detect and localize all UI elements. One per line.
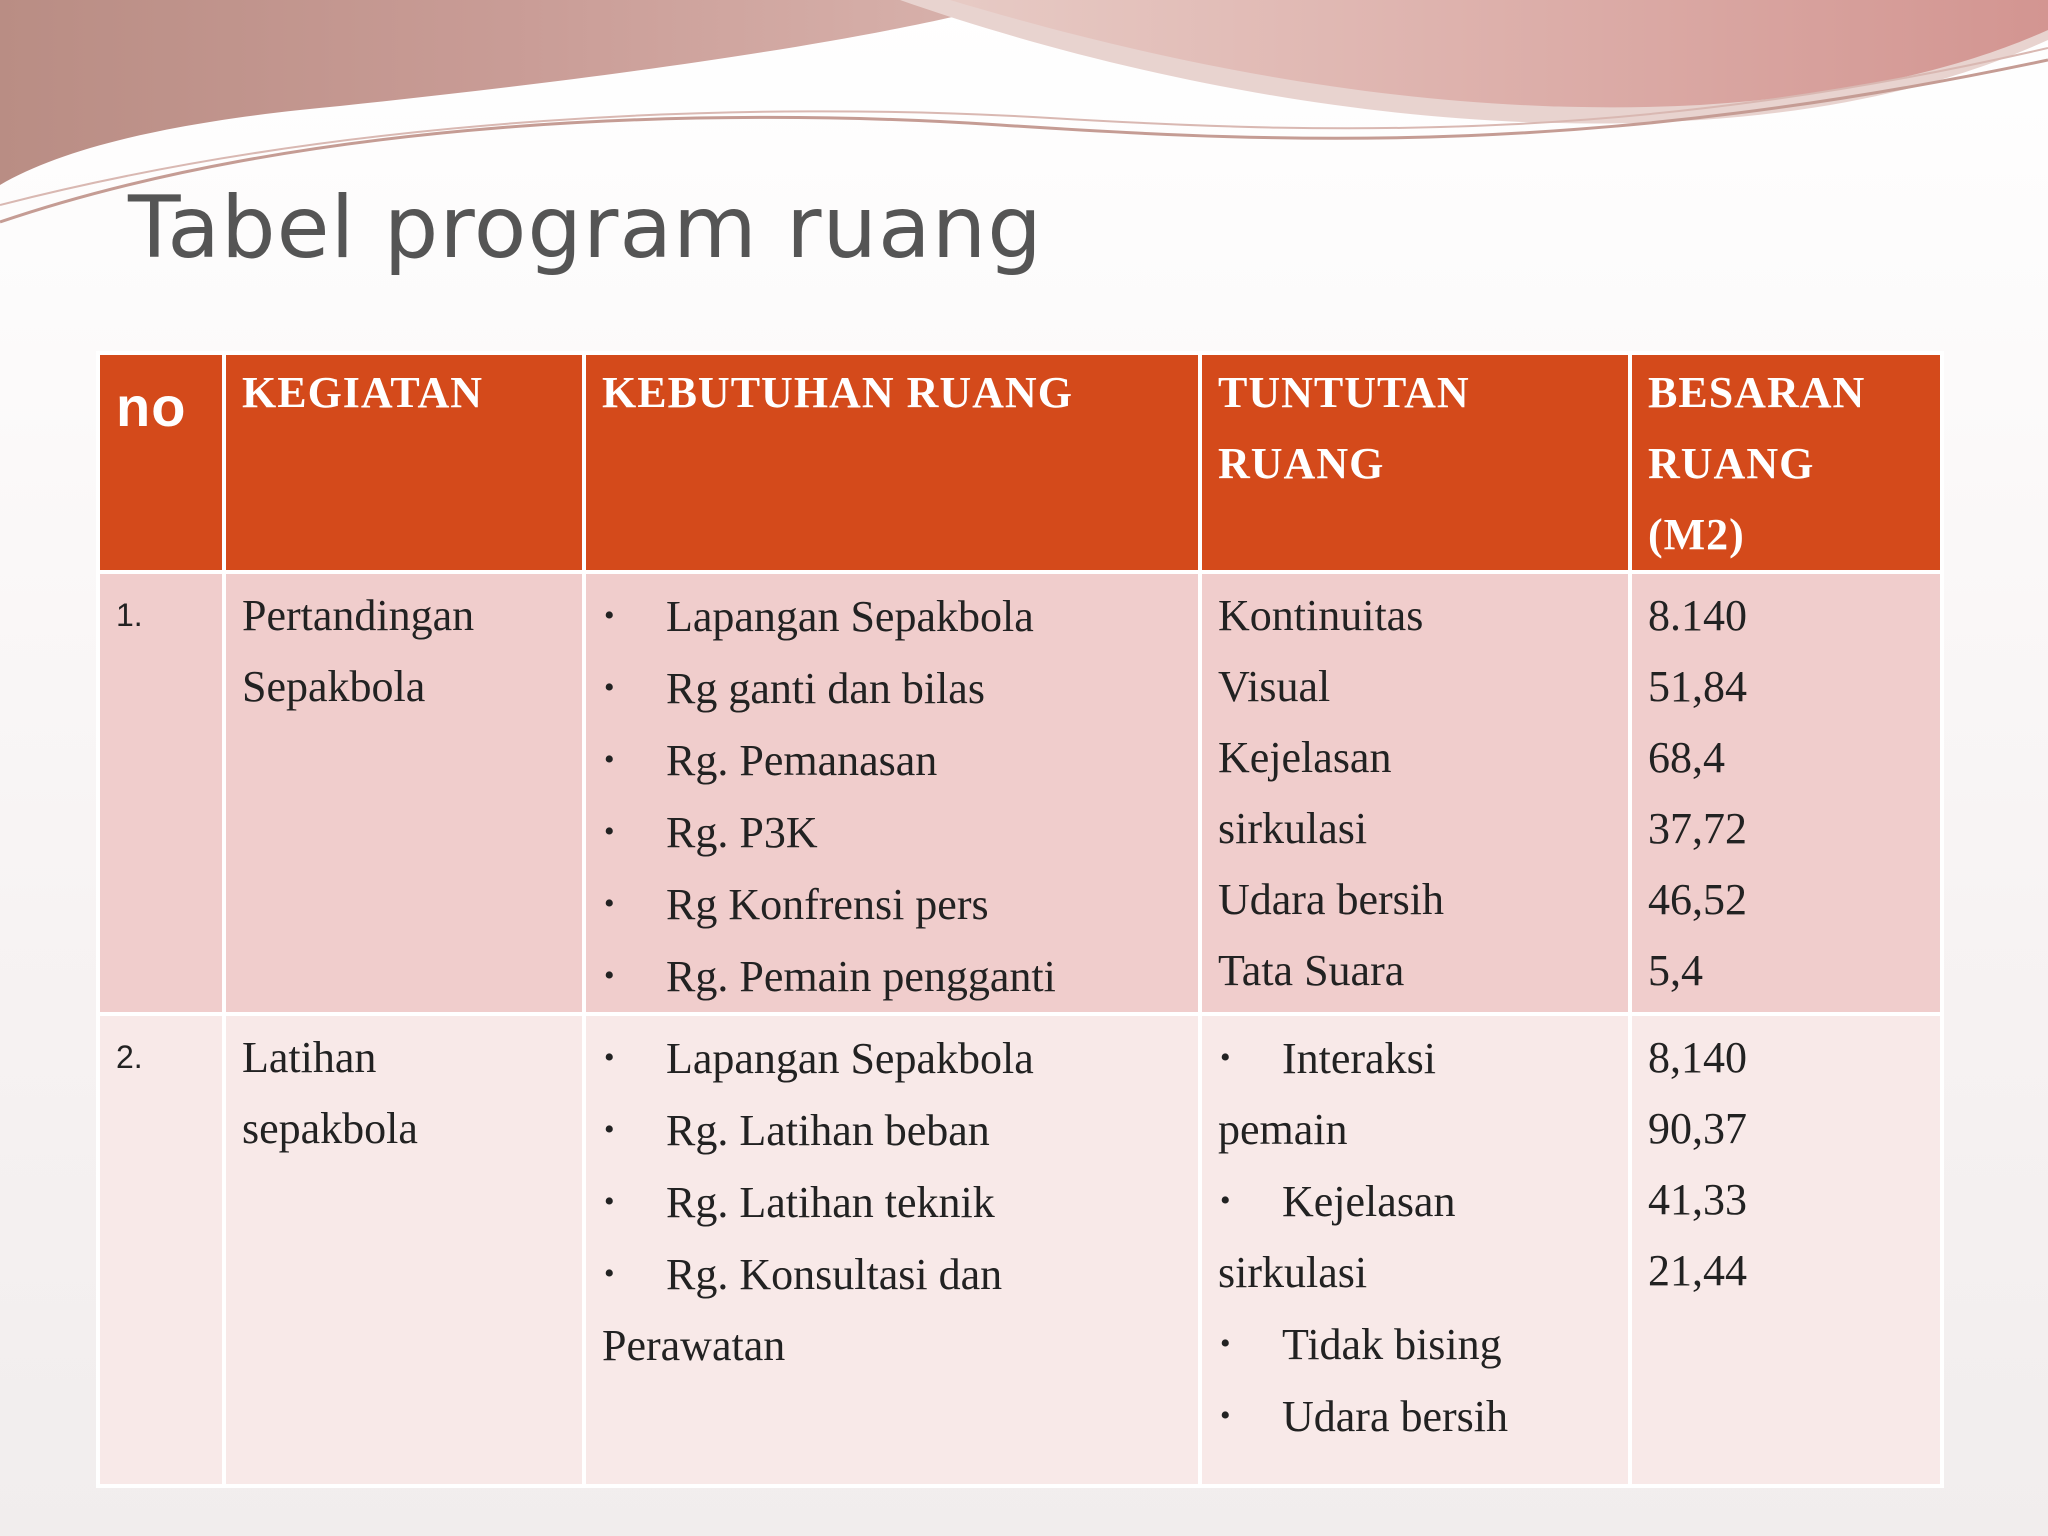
besaran-value: 8,140 [1648, 1033, 1747, 1082]
kebutuhan-cell [584, 572, 1200, 1014]
besaran-value: 8.140 [1648, 591, 1747, 640]
table-row [98, 1014, 1942, 1486]
bullet-icon: • [1220, 1184, 1231, 1217]
tuntutan-line: Kejelasan [1218, 733, 1392, 782]
bullet-icon: • [604, 815, 615, 848]
table-row [98, 572, 1942, 1014]
bullet-icon: • [604, 743, 615, 776]
bullet-icon: • [604, 1041, 615, 1074]
besaran-cell [1630, 572, 1942, 1014]
kebutuhan-item: • Lapangan Sepakbola [602, 1022, 1182, 1094]
kebutuhan-item: • Rg ganti dan bilas [602, 652, 1182, 724]
kebutuhan-item: • Rg. Latihan beban [602, 1094, 1182, 1166]
row-number: 1. [98, 572, 224, 1014]
header-besaran-line-1: BESARAN [1648, 368, 1866, 417]
kebutuhan-item: • Rg. Pemanasan [602, 724, 1182, 796]
kebutuhan-item: • Rg. Pemain pengganti [602, 940, 1182, 1012]
bullet-icon: • [604, 1257, 615, 1290]
kebutuhan-continuation: Perawatan [602, 1321, 786, 1370]
bullet-icon: • [1220, 1327, 1231, 1360]
bullet-icon: • [604, 599, 615, 632]
kegiatan-line: Pertandingan [242, 591, 475, 640]
slide-title: Tabel program ruang [128, 178, 1043, 278]
table-header-row [98, 353, 1942, 572]
besaran-value: 21,44 [1648, 1246, 1747, 1295]
tuntutan-item: • Interaksi [1218, 1022, 1612, 1094]
bullet-icon: • [604, 1113, 615, 1146]
header-besaran-line-2: RUANG [1648, 439, 1815, 488]
tuntutan-item: • Udara bersih [1218, 1380, 1612, 1452]
tuntutan-continuation: pemain [1218, 1105, 1348, 1154]
kebutuhan-item: • Rg. P3K [602, 796, 1182, 868]
tuntutan-line: Kontinuitas [1218, 591, 1424, 640]
kebutuhan-item: • Rg. Konsultasi dan [602, 1238, 1182, 1310]
tuntutan-item: • Kejelasan [1218, 1165, 1612, 1237]
besaran-cell [1630, 1014, 1942, 1486]
bullet-icon: • [604, 671, 615, 704]
tuntutan-cell [1200, 1014, 1630, 1486]
bullet-icon: • [604, 887, 615, 920]
besaran-value: 68,4 [1648, 733, 1725, 782]
header-no: no [98, 353, 224, 572]
kebutuhan-item: • Rg. Latihan teknik [602, 1166, 1182, 1238]
tuntutan-item: • Tidak bising [1218, 1308, 1612, 1380]
tuntutan-line: Tata Suara [1218, 946, 1405, 995]
kegiatan-line: Latihan [242, 1033, 377, 1082]
header-besaran-line-3: (M2) [1648, 510, 1745, 559]
besaran-value: 46,52 [1648, 875, 1747, 924]
header-besaran-ruang [1630, 353, 1942, 572]
tuntutan-line: sirkulasi [1218, 804, 1368, 853]
tuntutan-line: Udara bersih [1218, 875, 1445, 924]
tuntutan-cell [1200, 572, 1630, 1014]
header-tuntutan-line-1: TUNTUTAN [1218, 368, 1470, 417]
besaran-value: 90,37 [1648, 1104, 1747, 1153]
bullet-icon: • [1220, 1399, 1231, 1432]
besaran-value: 5,4 [1648, 946, 1703, 995]
kegiatan-cell [224, 1014, 584, 1486]
besaran-value: 37,72 [1648, 804, 1747, 853]
kebutuhan-cell [584, 1014, 1200, 1486]
kebutuhan-item: • Lapangan Sepakbola [602, 580, 1182, 652]
header-tuntutan-line-2: RUANG [1218, 439, 1385, 488]
header-kebutuhan-ruang: KEBUTUHAN RUANG [584, 353, 1200, 572]
header-kegiatan: KEGIATAN [224, 353, 584, 572]
bullet-icon: • [604, 1185, 615, 1218]
bullet-icon: • [1220, 1041, 1231, 1074]
kebutuhan-item: • Rg Konfrensi pers [602, 868, 1182, 940]
kegiatan-line: Sepakbola [242, 662, 426, 711]
bullet-icon: • [604, 959, 615, 992]
besaran-value: 41,33 [1648, 1175, 1747, 1224]
tuntutan-line: Visual [1218, 662, 1331, 711]
row-number: 2. [98, 1014, 224, 1486]
tuntutan-continuation: sirkulasi [1218, 1248, 1368, 1297]
besaran-value: 51,84 [1648, 662, 1747, 711]
kegiatan-cell [224, 572, 584, 1014]
kegiatan-line: sepakbola [242, 1104, 418, 1153]
program-ruang-table [96, 351, 1944, 1488]
header-tuntutan-ruang [1200, 353, 1630, 572]
